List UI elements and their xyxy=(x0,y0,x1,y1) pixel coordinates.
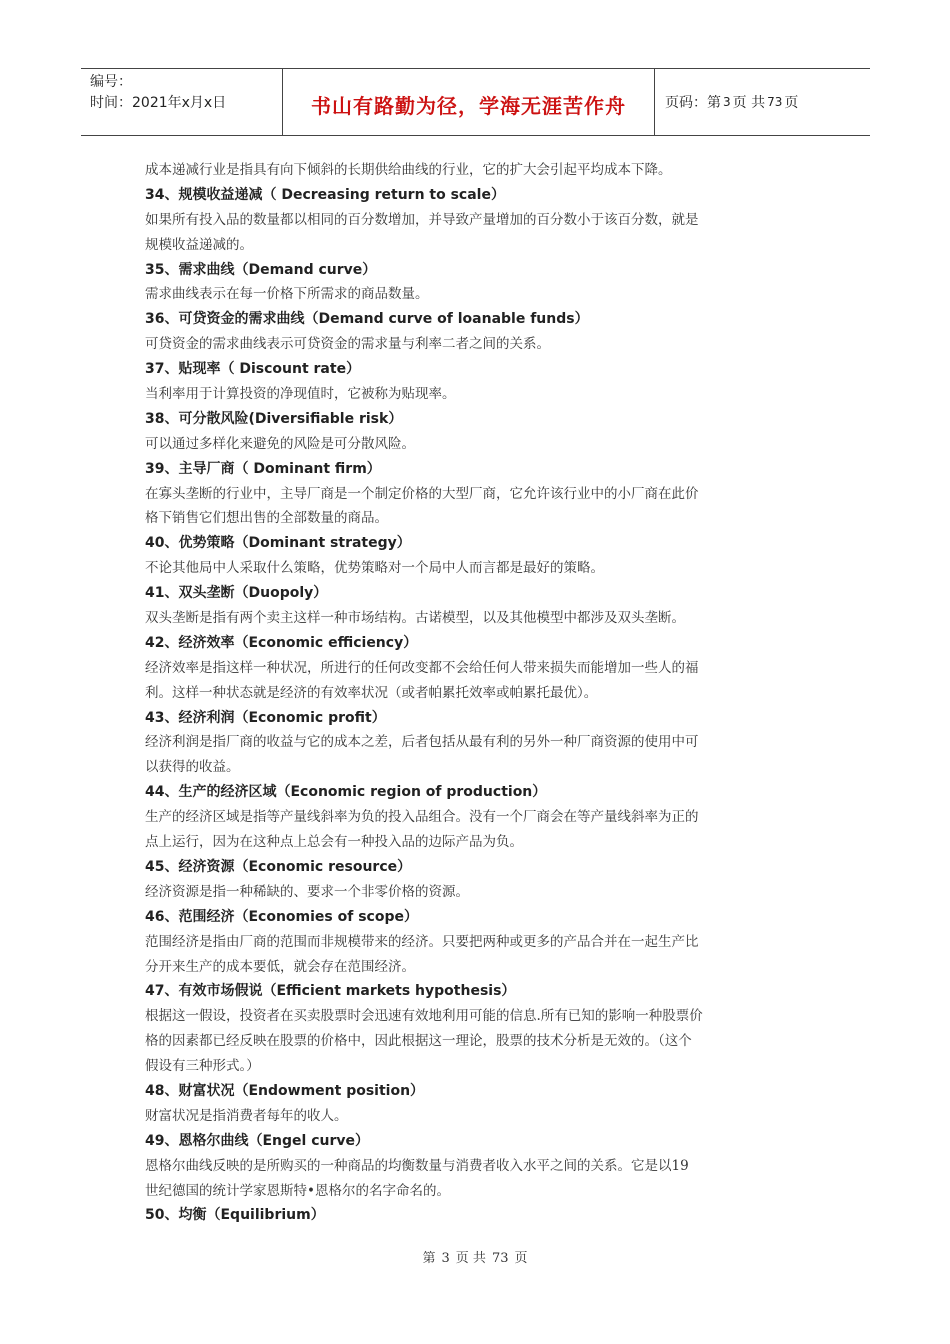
header-page-info xyxy=(655,69,870,135)
definition-line: 可贷资金的需求曲线表示可贷资金的需求量与利率二者之间的关系。 xyxy=(145,336,550,353)
term-heading: 35、需求曲线（Demand curve） xyxy=(145,261,377,278)
definition-line: 点上运行，因为在这种点上总会有一种投入品的边际产品为负。 xyxy=(145,834,523,851)
page-footer xyxy=(0,1247,950,1266)
definition-line: 经济效率是指这样一种状况，所进行的任何改变都不会给任何人带来损失而能增加一些人的福 xyxy=(145,659,699,676)
page-suffix: 页 xyxy=(784,95,799,111)
document-date: 时间：2021年x月x日 xyxy=(90,95,227,111)
footer-mid: 页 共 xyxy=(455,1251,486,1266)
definition-line: 恩格尔曲线反映的是所购买的一种商品的均衡数量与消费者收入水平之间的关系。它是以19 xyxy=(145,1157,689,1174)
definition-line: 双头垄断是指有两个卖主这样一种市场结构。古诺模型，以及其他模型中都涉及双头垄断。 xyxy=(145,610,685,627)
term-heading: 37、贴现率（ Discount rate） xyxy=(145,361,361,378)
definition-line: 世纪德国的统计学家恩斯特•恩格尔的名字命名的。 xyxy=(145,1182,450,1199)
term-heading: 45、经济资源（Economic resource） xyxy=(145,858,412,875)
term-heading: 36、可贷资金的需求曲线（Demand curve of loanable funds） xyxy=(145,311,589,328)
definition-line: 如果所有投入品的数量都以相同的百分数增加，并导致产量增加的百分数小于该百分数，就是 xyxy=(145,211,699,228)
definition-line: 分开来生产的成本要低，就会存在范围经济。 xyxy=(145,958,415,975)
definition-line: 生产的经济区域是指等产量线斜率为负的投入品组合。没有一个厂商会在等产量线斜率为正的 xyxy=(145,809,699,826)
header-motto: 书山有路勤为径，学海无涯苦作舟 xyxy=(283,69,655,135)
term-heading: 34、规模收益递减（ Decreasing return to scale） xyxy=(145,186,505,203)
definition-line: 财富状况是指消费者每年的收人。 xyxy=(145,1107,348,1124)
definition-line: 成本递减行业是指具有向下倾斜的长期供给曲线的行业，它的扩大会引起平均成本下降。 xyxy=(145,162,672,178)
definition-line: 经济资源是指一种稀缺的、要求一个非零价格的资源。 xyxy=(145,883,469,900)
definition-line: 假设有三种形式。） xyxy=(145,1058,260,1075)
page-number: 3 xyxy=(723,95,731,109)
term-heading: 47、有效市场假说（Efficient markets hypothesis） xyxy=(145,983,516,1000)
header-meta xyxy=(81,69,283,135)
term-heading: 39、主导厂商（ Dominant firm） xyxy=(145,460,381,477)
term-heading: 42、经济效率（Economic efficiency） xyxy=(145,634,418,651)
definition-line: 经济利润是指厂商的收益与它的成本之差，后者包括从最有利的另外一种厂商资源的使用中可 xyxy=(145,734,699,751)
definition-line: 范围经济是指由厂商的范围而非规模带来的经济。只要把两种或更多的产品合并在一起生产比 xyxy=(145,933,699,950)
page-mid: 页 共 xyxy=(732,95,766,111)
definition-line: 利。这样一种状态就是经济的有效率状况（或者帕累托效率或帕累托最优）。 xyxy=(145,684,598,701)
term-heading: 50、均衡（Equilibrium） xyxy=(145,1207,325,1224)
definition-line: 不论其他局中人采取什么策略，优势策略对一个局中人而言都是最好的策略。 xyxy=(145,560,604,577)
footer-page-number: 3 xyxy=(441,1251,450,1266)
definition-line: 格下销售它们想出售的全部数量的商品。 xyxy=(145,510,388,527)
page-total: 73 xyxy=(767,95,783,109)
term-heading: 46、范围经济（Economies of scope） xyxy=(145,908,418,925)
definition-line: 当利率用于计算投资的净现值时，它被称为贴现率。 xyxy=(145,386,456,403)
term-heading: 44、生产的经济区域（Economic region of production） xyxy=(145,784,547,801)
footer-prefix: 第 xyxy=(422,1251,436,1266)
page-prefix: 页码：第 xyxy=(665,95,721,111)
page-header xyxy=(81,68,870,136)
term-heading: 43、经济利润（Economic profit） xyxy=(145,709,386,726)
definition-line: 根据这一假设，投资者在买卖股票时会迅速有效地利用可能的信息.所有已知的影响一种股票价 xyxy=(145,1008,703,1025)
term-heading: 49、恩格尔曲线（Engel curve） xyxy=(145,1132,369,1149)
definition-line: 可以通过多样化来避免的风险是可分散风险。 xyxy=(145,435,415,452)
term-heading: 40、优势策略（Dominant strategy） xyxy=(145,535,411,552)
definition-line: 以获得的收益。 xyxy=(145,759,240,776)
document-body xyxy=(145,158,815,1228)
document-code-label: 编号： xyxy=(90,74,132,90)
term-heading: 48、财富状况（Endowment position） xyxy=(145,1082,425,1099)
definition-line: 格的因素都已经反映在股票的价格中，因此根据这一理论，股票的技术分析是无效的。（这个 xyxy=(145,1033,692,1050)
footer-suffix: 页 xyxy=(514,1251,528,1266)
term-heading: 38、可分散风险(Diversifiable risk） xyxy=(145,410,403,427)
definition-line: 规模收益递减的。 xyxy=(145,236,253,253)
definition-line: 需求曲线表示在每一价格下所需求的商品数量。 xyxy=(145,286,429,303)
footer-page-total: 73 xyxy=(491,1251,509,1266)
definition-line: 在寡头垄断的行业中，主导厂商是一个制定价格的大型厂商，它允许该行业中的小厂商在此价 xyxy=(145,485,699,502)
term-heading: 41、双头垄断（Duopoly） xyxy=(145,585,328,602)
